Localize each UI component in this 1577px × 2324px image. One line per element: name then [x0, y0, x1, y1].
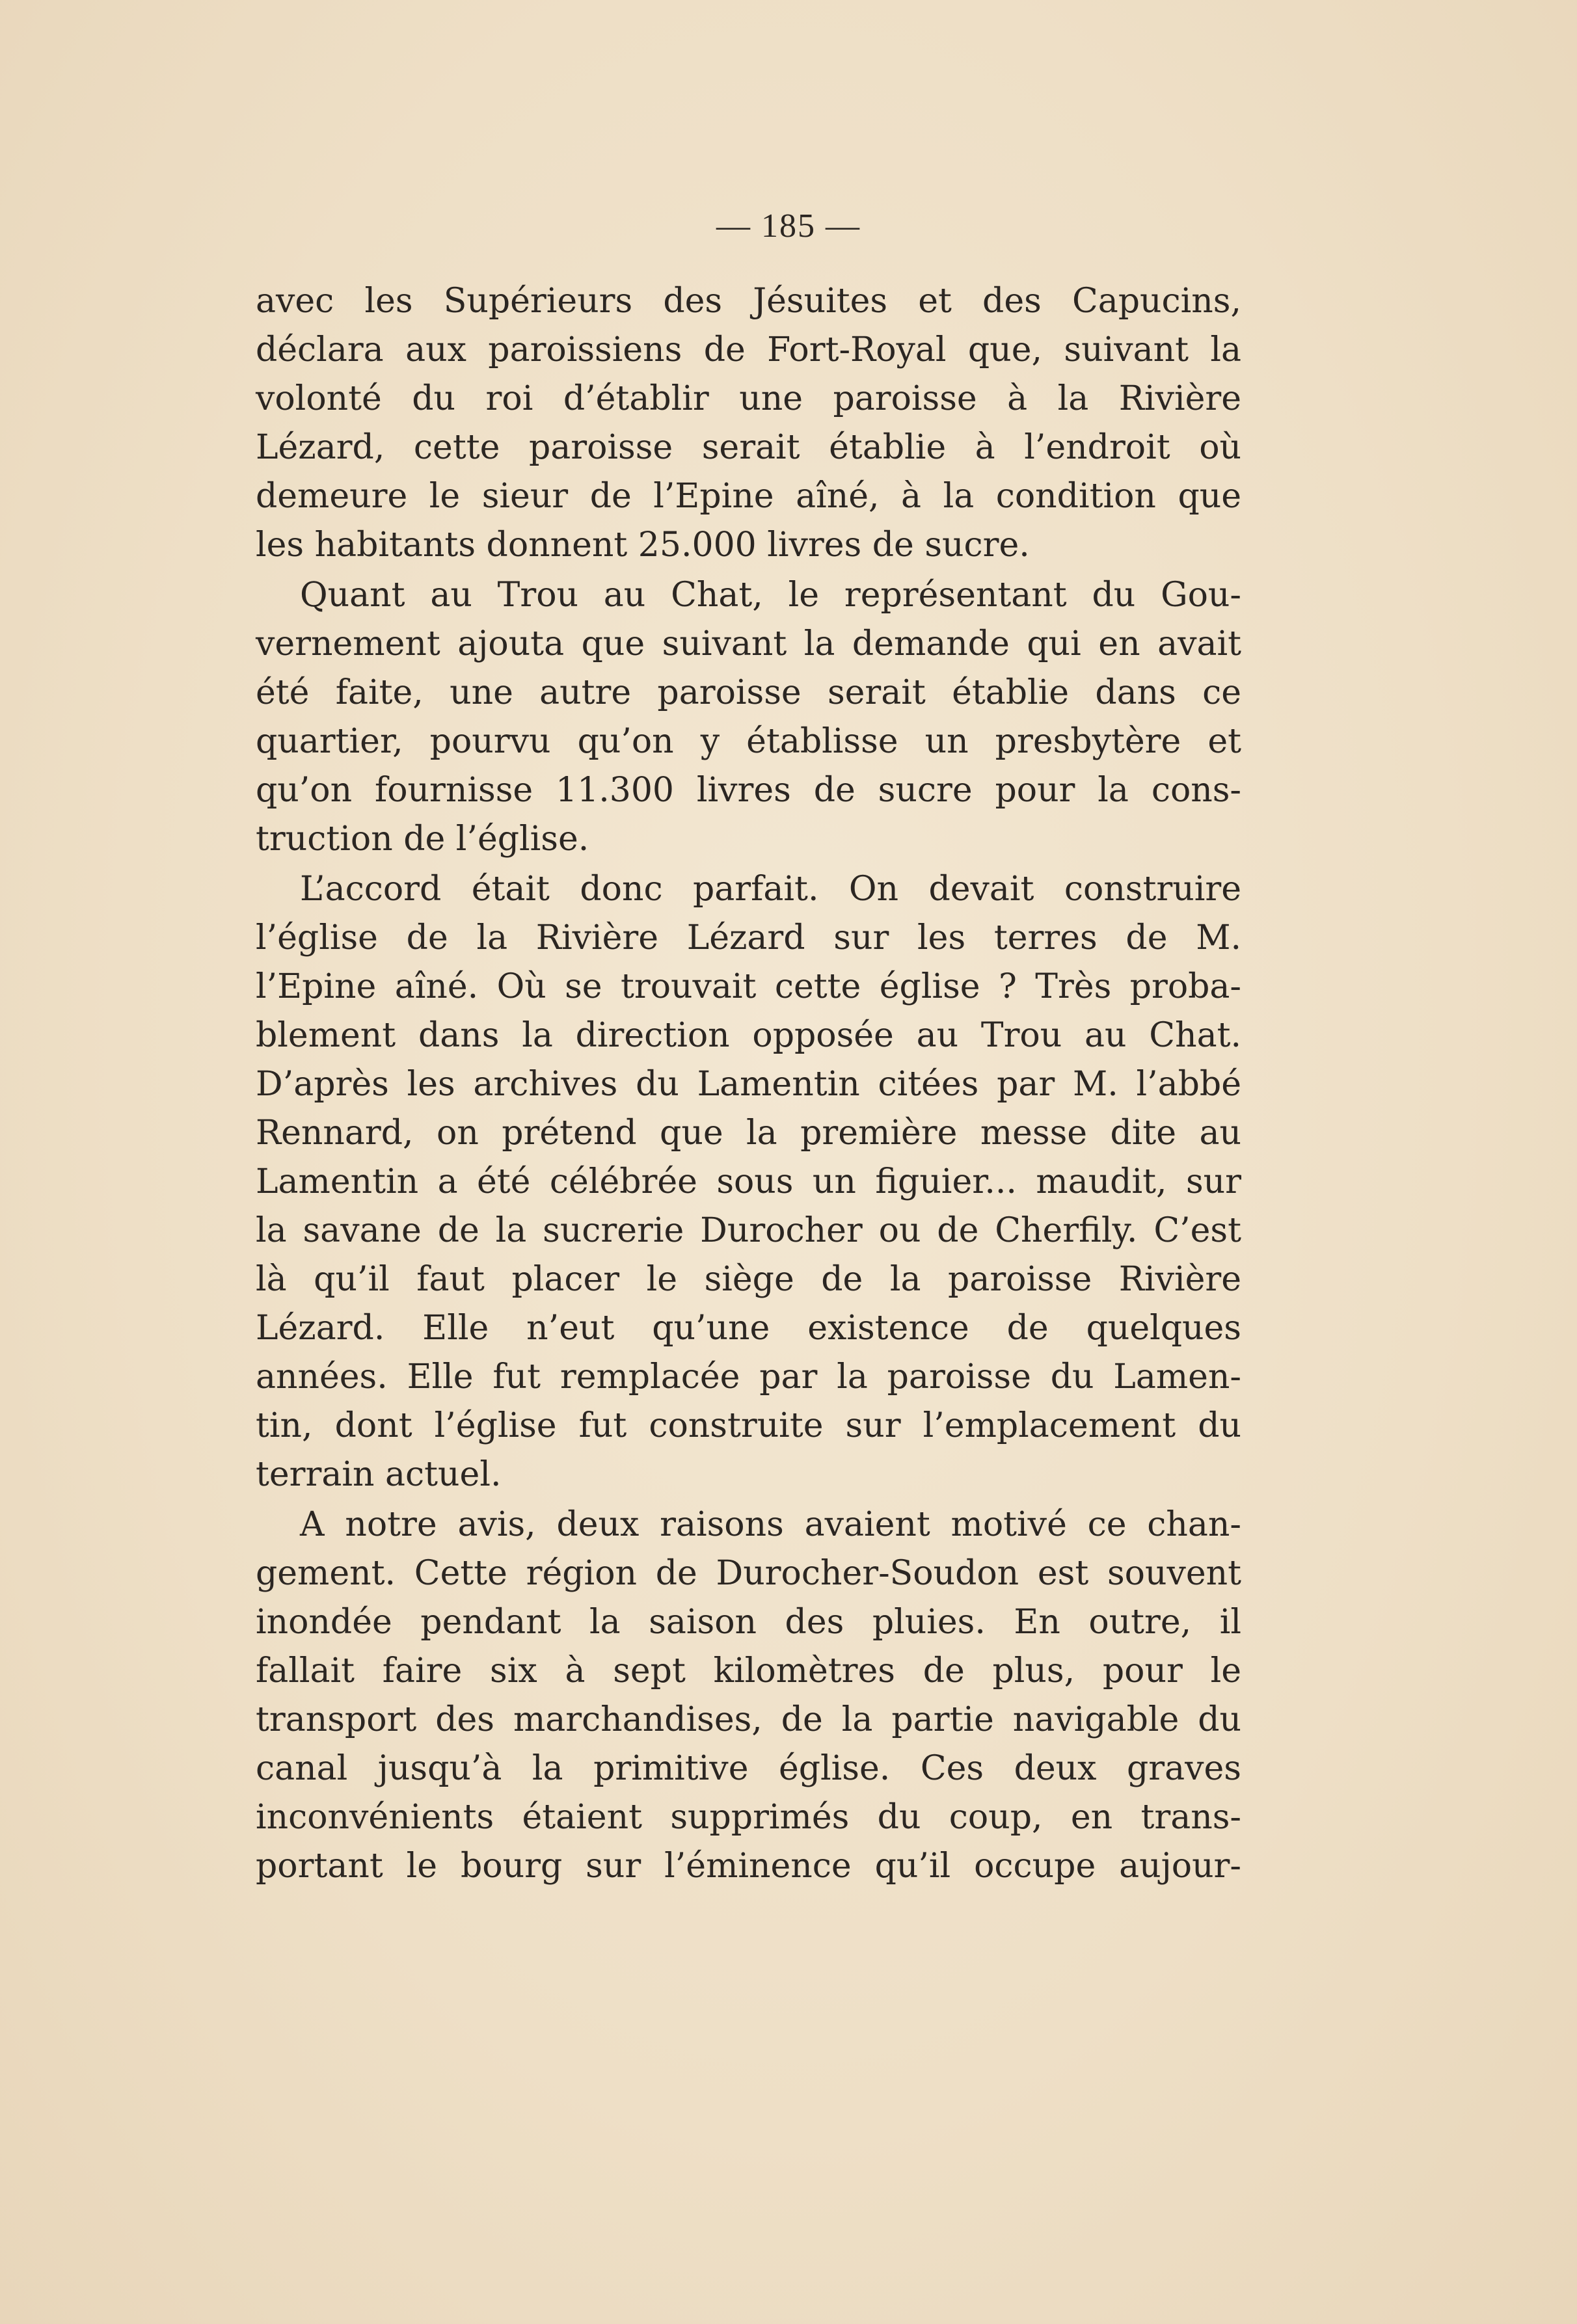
text-line: là qu’il faut placer le siège de la paroisse Rivière — [256, 1260, 1241, 1299]
paragraph — [256, 571, 1241, 864]
text-line: D’après les archives du Lamentin citées par M. l’abbé — [256, 1065, 1241, 1104]
text-line: tin, dont l’église fut construite sur l’emplacement du — [256, 1406, 1241, 1445]
text-line: gement. Cette région de Durocher-Soudon est souvent — [256, 1554, 1241, 1593]
text-line: volonté du roi d’établir une paroisse à la Rivière — [256, 379, 1241, 418]
paragraph — [256, 1501, 1241, 1891]
paragraph — [256, 277, 1241, 570]
text-line: portant le bourg sur l’éminence qu’il occupe aujour- — [256, 1847, 1241, 1886]
text-line: vernement ajouta que suivant la demande qui en avait — [256, 624, 1241, 663]
text-line: quartier, pourvu qu’on y établisse un presbytère et — [256, 722, 1241, 761]
text-line: années. Elle fut remplacée par la paroisse du Lamen- — [256, 1357, 1241, 1396]
text-line: L’accord était donc parfait. On devait construire — [300, 870, 1241, 909]
text-line: inconvénients étaient supprimés du coup, en trans- — [256, 1798, 1241, 1837]
text-line: A notre avis, deux raisons avaient motivé ce chan- — [300, 1505, 1241, 1544]
text-line: truction de l’église. — [256, 820, 589, 859]
body-text — [256, 277, 1241, 1891]
text-line: Quant au Trou au Chat, le représentant du Gou- — [300, 576, 1241, 615]
paragraph — [256, 865, 1241, 1499]
text-line: la savane de la sucrerie Durocher ou de Cherfily. C’est — [256, 1211, 1241, 1250]
text-line: canal jusqu’à la primitive église. Ces deux graves — [256, 1749, 1241, 1788]
text-line: fallait faire six à sept kilomètres de plus, pour le — [256, 1651, 1241, 1690]
text-line: Rennard, on prétend que la première messe dite au — [256, 1114, 1241, 1153]
text-line: été faite, une autre paroisse serait établie dans ce — [256, 673, 1241, 712]
text-line: déclara aux paroissiens de Fort-Royal que, suivant la — [256, 330, 1241, 369]
text-line: les habitants donnent 25.000 livres de sucre. — [256, 526, 1030, 565]
text-line: l’église de la Rivière Lézard sur les terres de M. — [256, 918, 1241, 957]
text-line: Lamentin a été célébrée sous un figuier... maudit, sur — [256, 1162, 1241, 1201]
text-line: terrain actuel. — [256, 1455, 502, 1494]
text-line: inondée pendant la saison des pluies. En outre, il — [256, 1603, 1241, 1642]
text-line: blement dans la direction opposée au Trou au Chat. — [256, 1016, 1241, 1055]
text-line: transport des marchandises, de la partie navigable du — [256, 1700, 1241, 1739]
text-line: l’Epine aîné. Où se trouvait cette église ? Très proba- — [256, 967, 1241, 1006]
text-line: Lézard. Elle n’eut qu’une existence de quelques — [256, 1309, 1241, 1348]
text-line: Lézard, cette paroisse serait établie à l’endroit où — [256, 428, 1241, 467]
text-line: qu’on fournisse 11.300 livres de sucre pour la cons- — [256, 771, 1241, 810]
text-line: avec les Supérieurs des Jésuites et des Capucins, — [256, 282, 1241, 321]
page-number: — 185 — — [716, 207, 861, 245]
text-line: demeure le sieur de l’Epine aîné, à la condition que — [256, 477, 1241, 516]
